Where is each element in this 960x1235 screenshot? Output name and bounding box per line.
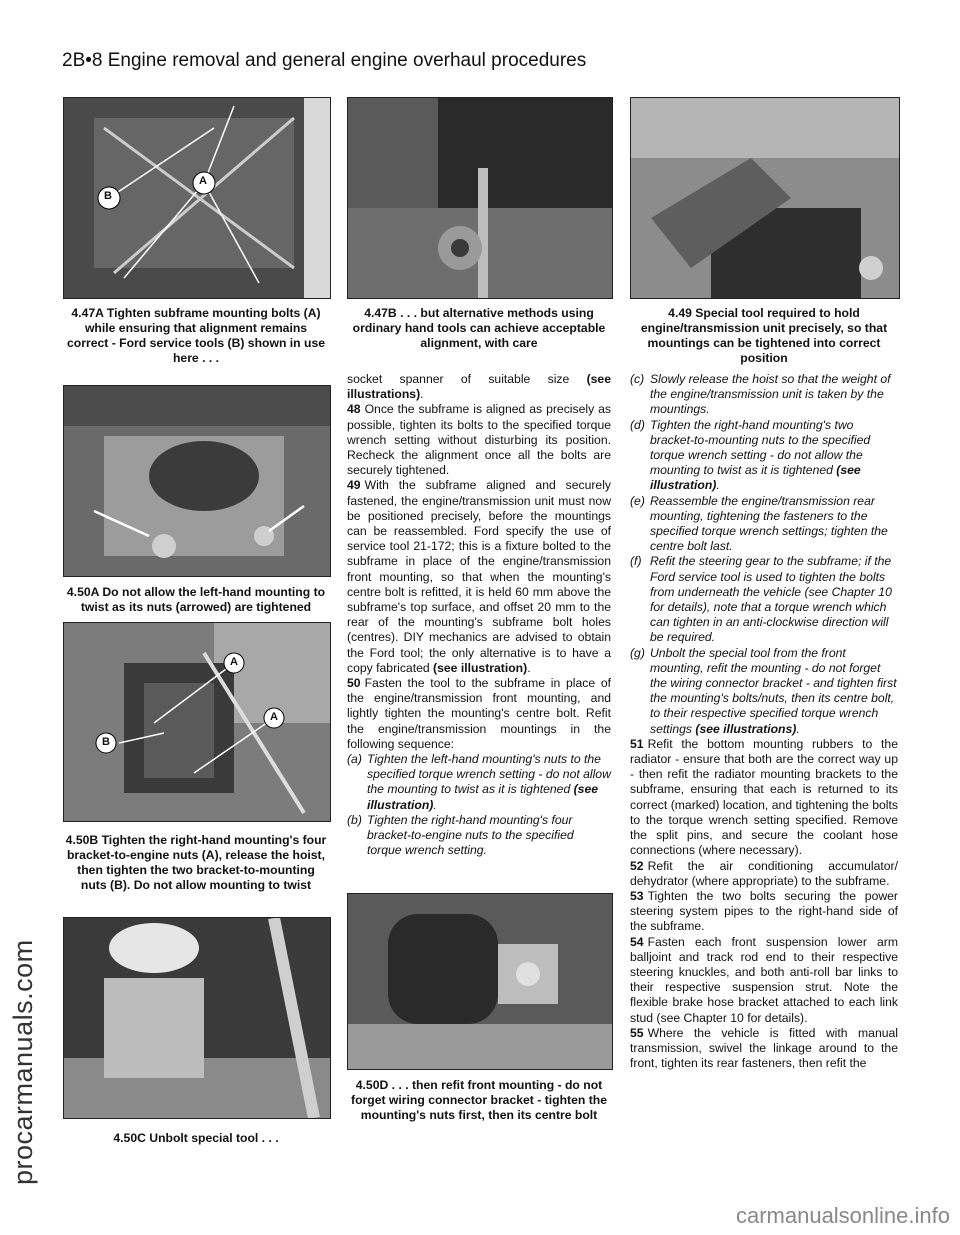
- side-watermark: procarmanuals.com: [8, 939, 38, 1185]
- photo-4-50a: [63, 385, 331, 577]
- paragraph-52: 52 Refit the air conditioning accumulator/ dehydrator (where appropriate) to the subframe.: [630, 858, 898, 888]
- caption-4-50c: 4.50C Unbolt special tool . . .: [113, 1131, 279, 1145]
- middle-column: [347, 372, 611, 859]
- section-number: 2B•8: [62, 50, 103, 71]
- label-a-upper: A: [230, 656, 238, 668]
- caption-4-49: 4.49 Special tool required to hold engine/transmission unit precisely, so that mountings can be tightened into correct position: [640, 306, 888, 365]
- step-b: (b) Tighten the right-hand mounting's four bracket-to-engine nuts to the specified torque wrench setting.: [347, 812, 574, 858]
- paragraph-48: 48 Once the subframe is aligned as precisely as possible, tighten its bolts to the specified torque wrench setting without disturbing its position. Recheck the alignment once all the bolts are securely tightened.: [347, 402, 611, 478]
- paragraph-55: 55 Where the vehicle is fitted with manual transmission, swivel the linkage around to the front, tighten its rear fasteners, then refit the: [630, 1025, 898, 1071]
- caption-4-47b: 4.47B . . . but alternative methods using ordinary hand tools can achieve acceptable alignment, with care: [352, 306, 606, 350]
- paragraph-53: 53 Tighten the two bolts securing the power steering system pipes to the right-hand side of the subframe.: [630, 888, 898, 934]
- photo-4-50d: [347, 893, 613, 1070]
- photo-4-50c: [63, 917, 331, 1119]
- caption-4-47a: 4.47A Tighten subframe mounting bolts (A) while ensuring that alignment remains correct - Ford service tools (B) shown in use here . . .: [66, 306, 326, 365]
- page-header: [62, 50, 586, 72]
- photo-4-50d-drawing: [348, 894, 612, 1069]
- photo-4-50a-drawing: [64, 386, 330, 576]
- page-title: Engine removal and general engine overhaul procedures: [107, 50, 587, 71]
- label-a-lower: A: [270, 711, 278, 723]
- caption-4-50d: 4.50D . . . then refit front mounting - do not forget wiring connector bracket - tighten the mounting's nuts first, then its centre bolt: [351, 1078, 607, 1122]
- photo-4-49-drawing: [631, 98, 899, 298]
- step-c: (c) Slowly release the hoist so that the weight of the engine/transmission unit is taken by the mountings.: [630, 372, 891, 417]
- paragraph-51: 51 Refit the bottom mounting rubbers to the radiator - ensure that both are the correct way up - then refit the radiator mounting brackets to the subframe, ensuring that each is returned to its correct (marked) location, and tightening the bolts to the torque wrench setting specified. Remove the split pins, and secure the coolant hose connections (where necessary).: [630, 736, 898, 858]
- paragraph-54: 54 Fasten each front suspension lower arm balljoint and track rod end to their respective steering knuckles, and both anti-roll bar links to their respective suspension strut. Note the flexible brake hose bracket attached to each link stud (see Chapter 10 for details).: [630, 934, 898, 1025]
- photo-4-50b: [63, 622, 331, 822]
- right-column: [630, 372, 898, 1071]
- paragraph-47-continued: socket spanner of suitable size (see illustrations).: [347, 372, 611, 402]
- step-e: (e) Reassemble the engine/transmission rear mounting, tightening the fasteners to the specified torque wrench settings; tighten the centre bolt last.: [630, 493, 888, 554]
- photo-4-47b-drawing: [348, 98, 612, 298]
- photo-4-47b: [347, 97, 613, 299]
- step-a: (a) Tighten the left-hand mounting's nuts to the specified torque wrench setting - do not allow the mounting to twist as it is tightened (see illustration).: [347, 752, 611, 812]
- caption-4-50a: 4.50A Do not allow the left-hand mounting to twist as its nuts (arrowed) are tightened: [66, 585, 326, 614]
- footer-watermark[interactable]: carmanualsonline.info: [735, 1203, 950, 1228]
- photo-4-49: [630, 97, 900, 299]
- caption-4-50b: 4.50B Tighten the right-hand mounting's four bracket-to-engine nuts (A), release the hoist, then tighten the two bracket-to-mounting nuts (B). Do not allow mounting to twist: [65, 833, 327, 892]
- step-d: (d) Tighten the right-hand mounting's two bracket-to-mounting nuts to the specified torque wrench setting - do not allow the mounting to twist as it is tightened (see illustration).: [630, 417, 871, 493]
- label-b: B: [102, 736, 110, 748]
- paragraph-49: 49 With the subframe aligned and securely fastened, the engine/transmission unit must now be positioned precisely, before the mountings can be reassembled. Ford specify the use of service tool 21-172; this is a fixture bolted to the subframe in place of the engine/transmission front mounting, so that when the mounting's centre bolt is refitted, it is held 60 mm above the subframe's top surface, and offset 20 mm to the rear of the mounting's subframe bolt holes (centres). DIY mechanics are advised to obtain the Ford tool; the only alternative is to have a copy fabricated (see illustration).: [347, 478, 611, 675]
- photo-4-47a: [63, 97, 331, 299]
- label-a: A: [199, 175, 207, 187]
- step-f: (f) Refit the steering gear to the subframe; if the Ford service tool is used to tighten the bolts from underneath the vehicle (see Chapter 10 for details), note that a torque wrench which can tighten in an anti-clockwise direction will be required.: [630, 554, 892, 645]
- photo-4-50b-drawing: [64, 623, 330, 821]
- step-g: (g) Unbolt the special tool from the front mounting, refit the mounting - do not forget the wiring connector bracket - and tighten first the mounting's bolts/nuts, then its centre bolt, to their respective specified torque wrench settings (see illustrations).: [630, 645, 897, 736]
- label-b: B: [104, 190, 112, 202]
- photo-4-50c-drawing: [64, 918, 330, 1118]
- paragraph-50: 50 Fasten the tool to the subframe in place of the engine/transmission front mounting, and lightly tighten the mounting's centre bolt. Refit the engine/transmission mountings in the following sequence:: [347, 676, 611, 751]
